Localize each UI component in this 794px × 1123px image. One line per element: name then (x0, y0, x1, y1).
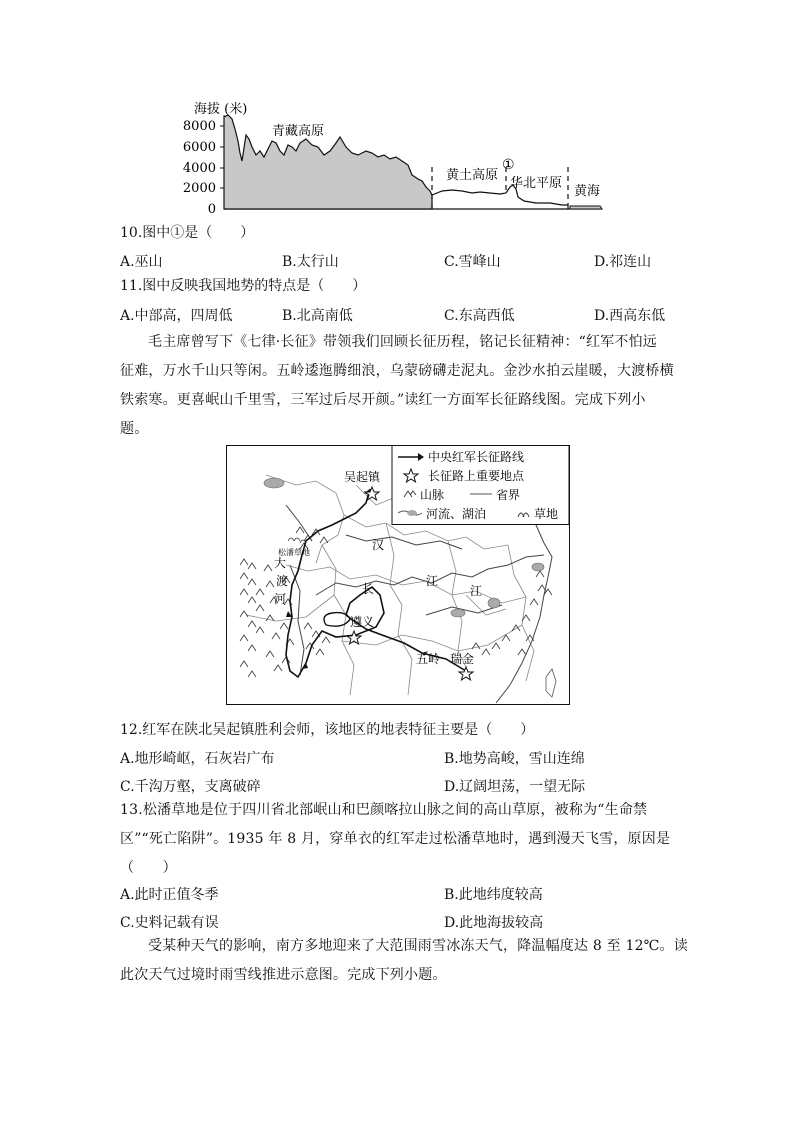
passage-line: 征难，万水千山只等闲。五岭逶迤腾细浪，乌蒙磅礴走泥丸。金沙水拍云崖暖，大渡桥横 (120, 363, 674, 379)
q10-option-b[interactable]: B.太行山 (282, 254, 339, 270)
q10-option-c[interactable]: C.雪峰山 (444, 254, 501, 270)
passage-line: 毛主席曾写下《七律·长征》带领我们回顾长征历程，铭记长征精神：“红军不怕远 (148, 334, 658, 350)
label-wuling: 五岭 (416, 652, 441, 666)
label-dadu-1: 大 (274, 556, 287, 570)
q13-option-c[interactable]: C.史料记载有误 (120, 915, 219, 931)
q12-option-b[interactable]: B.地势高峻，雪山连绵 (444, 751, 585, 767)
q11-option-d[interactable]: D.西高东低 (594, 308, 666, 324)
passage-line: 受某种天气的影响，南方多地迎来了大范围雨雪冰冻天气，降温幅度达 8 至 12℃。读 (148, 938, 688, 954)
legend-star-label: 长征路上重要地点 (428, 469, 525, 483)
q10-stem: 10.图中①是（ ） (120, 225, 255, 241)
q11-stem: 11.图中反映我国地势的特点是（ ） (120, 278, 367, 294)
map-legend (392, 446, 569, 525)
label-dadu-2: 渡 (276, 574, 289, 588)
lake-taihu (532, 563, 544, 571)
region-loess: 黄土高原 (446, 168, 499, 183)
qinghai-tibet-profile (224, 115, 432, 209)
label-ruijin: 瑞金 (450, 652, 475, 666)
q12-option-d[interactable]: D.辽阔坦荡，一望无际 (444, 779, 586, 795)
legend-route-label: 中央红军长征路线 (428, 450, 525, 464)
q11-option-b[interactable]: B.北高南低 (282, 308, 353, 324)
region-yellow-sea: 黄海 (574, 184, 601, 199)
lake-poyang (488, 598, 500, 608)
q11-option-c[interactable]: C.东高西低 (444, 308, 515, 324)
q13-stem-line: （ ） (120, 860, 177, 876)
long-march-map (226, 445, 571, 706)
passage-long-march (120, 328, 676, 444)
label-jiang-2: 江 (470, 584, 483, 598)
y-tick-2000: 2000 (182, 181, 216, 196)
q12-option-c[interactable]: C.千沟万壑，支离破碎 (120, 779, 261, 795)
label-chang: 长 (362, 582, 375, 596)
terrain-profile-figure (180, 95, 610, 220)
q13-stem-line: 区”“死亡陷阱”。1935 年 8 月，穿单衣的红军走过松潘草地时，遇到漫天飞雪，原因是 (120, 831, 671, 847)
q10-option-a[interactable]: A.巫山 (120, 254, 163, 270)
y-tick-0: 0 (207, 202, 216, 217)
label-jiang-1: 江 (426, 574, 439, 588)
passage-weather (120, 932, 688, 990)
q13-stem-line: 13.松潘草地是位于四川省北部岷山和巴颜喀拉山脉之间的高山草原，被称为“生命禁 (120, 802, 648, 818)
legend-border-label: 省界 (496, 488, 521, 502)
label-han: 汉 (372, 538, 385, 552)
passage-line: 题。 (120, 421, 149, 437)
q13-stem (120, 796, 676, 883)
label-zunyi: 遵义 (350, 615, 375, 629)
q13-option-d[interactable]: D.此地海拔较高 (444, 915, 544, 931)
y-axis-ticks (220, 126, 224, 188)
legend-mountain-label: 山脉 (420, 488, 445, 502)
marker-1: ① (502, 157, 515, 173)
legend-grassland-label: 草地 (534, 507, 559, 521)
y-tick-8000: 8000 (182, 119, 216, 134)
q12-stem: 12.红军在陕北吴起镇胜利会师，该地区的地表特征主要是（ ） (120, 722, 535, 738)
lake-qinghai (264, 478, 284, 488)
lake-dongting (451, 609, 465, 617)
y-tick-6000: 6000 (182, 140, 216, 155)
passage-line: 铁索寒。更喜岷山千里雪，三军过后尽开颜。”读红一方面军长征路线图。完成下列小 (120, 392, 646, 408)
label-wuqi: 吴起镇 (344, 470, 381, 484)
region-qinghai-tibet: 青藏高原 (272, 124, 325, 139)
y-tick-4000: 4000 (182, 161, 216, 176)
yellow-sea-shape (570, 206, 602, 209)
y-axis-label: 海拔 (米) (194, 102, 248, 117)
region-north-china-plain: 华北平原 (510, 176, 563, 191)
label-songpan: 松潘草地 (278, 548, 310, 557)
label-dadu-3: 河 (274, 592, 287, 606)
q10-option-d[interactable]: D.祁连山 (594, 254, 652, 270)
q11-option-a[interactable]: A.中部高，四周低 (120, 308, 233, 324)
legend-river-label: 河流、湖泊 (426, 507, 487, 521)
q13-option-a[interactable]: A.此时正值冬季 (120, 887, 219, 903)
q12-option-a[interactable]: A.地形崎岖，石灰岩广布 (120, 751, 275, 767)
q13-option-b[interactable]: B.此地纬度较高 (444, 887, 543, 903)
legend-lake-symbol (407, 510, 417, 516)
passage-line: 此次天气过境时雨雪线推进示意图。完成下列小题。 (120, 967, 447, 983)
